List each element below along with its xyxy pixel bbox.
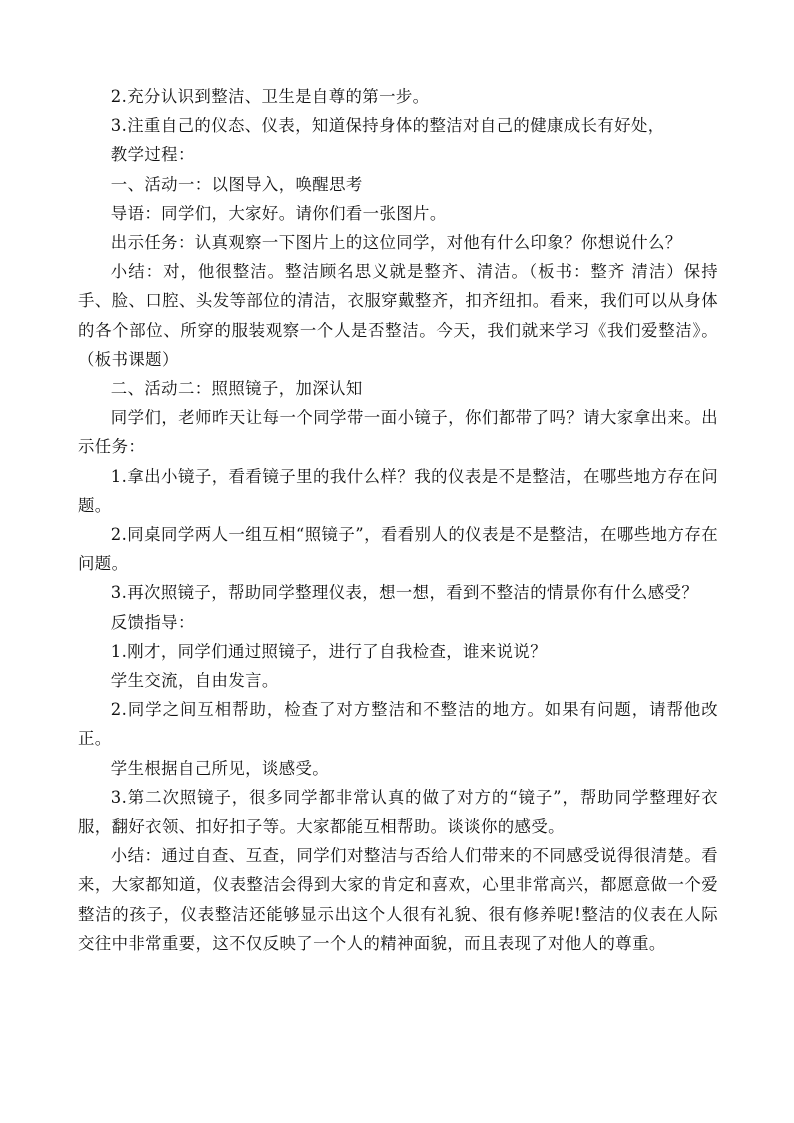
activity-two-heading: 二、活动二：照照镜子，加深认知 (110, 379, 363, 399)
task-item-2: 2.同桌同学两人一组互相“照镜子”，看看别人的仪表是不是整洁，在哪些地方存在问题。 (78, 525, 718, 574)
task-item-3: 3.再次照镜子，帮助同学整理仪表，想一想，看到不整洁的情景你有什么感受？ (110, 583, 699, 603)
summary-paragraph-2: 小结：通过自查、互查，同学们对整洁与否给人们带来的不同感受说得很清楚。看来，大家都知道，仪表整洁会得到大家的肯定和喜欢，心里非常高兴，都愿意做一个爱整洁的孩子，仪表整洁还能够显示出这个人很有礼貌、很有修养呢!整洁的仪表在人际交往中非常重要，这不仅反映了一个人的精神面貌，而且表现了对他人的尊重。 (78, 846, 718, 953)
goal-item-3: 3.注重自己的仪态、仪表，知道保持身体的整洁对自己的健康成长有好处， (110, 116, 665, 136)
task-item-1: 1.拿出小镜子，看看镜子里的我什么样？我的仪表是不是整洁，在哪些地方存在问题。 (78, 466, 718, 515)
feedback-item-3: 3.第二次照镜子，很多同学都非常认真的做了对方的“镜子”，帮助同学整理好衣服，翻好衣领、扣好扣子等。大家都能互相帮助。谈谈你的感受。 (78, 787, 718, 837)
student-response-2: 学生根据自己所见，谈感受。 (110, 758, 330, 778)
task-paragraph: 出示任务：认真观察一下图片上的这位同学，对他有什么印象？你想说什么？ (110, 233, 682, 253)
activity-one-heading: 一、活动一：以图导入，唤醒思考 (110, 174, 363, 194)
intro-paragraph: 导语：同学们，大家好。请你们看一张图片。 (110, 203, 447, 223)
section-heading-teaching-process: 教学过程： (110, 145, 195, 165)
goal-item-2: 2.充分认识到整洁、卫生是自尊的第一步。 (110, 87, 430, 106)
student-response-1: 学生交流，自由发言。 (110, 671, 279, 691)
summary-paragraph-1: 小结：对，他很整洁。整洁顾名思义就是整齐、清洁。（板书：整齐 清洁）保持手、脸、口腔、头发等部位的清洁，衣服穿戴整齐，扣齐纽扣。看来，我们可以从身体的各个部位、所穿的服装观察一个人是否整洁。今天，我们就来学习《我们爱整洁》。（板书课题） (78, 262, 718, 369)
feedback-item-1: 1.刚才，同学们通过照镜子，进行了自我检查，谁来说说？ (110, 641, 547, 661)
mirror-intro-paragraph: 同学们，老师昨天让每一个同学带一面小镜子，你们都带了吗？请大家拿出来。出示任务： (78, 408, 718, 457)
feedback-heading: 反馈指导： (110, 612, 195, 632)
feedback-item-2: 2.同学之间互相帮助，检查了对方整洁和不整洁的地方。如果有问题，请帮他改正。 (78, 700, 718, 749)
